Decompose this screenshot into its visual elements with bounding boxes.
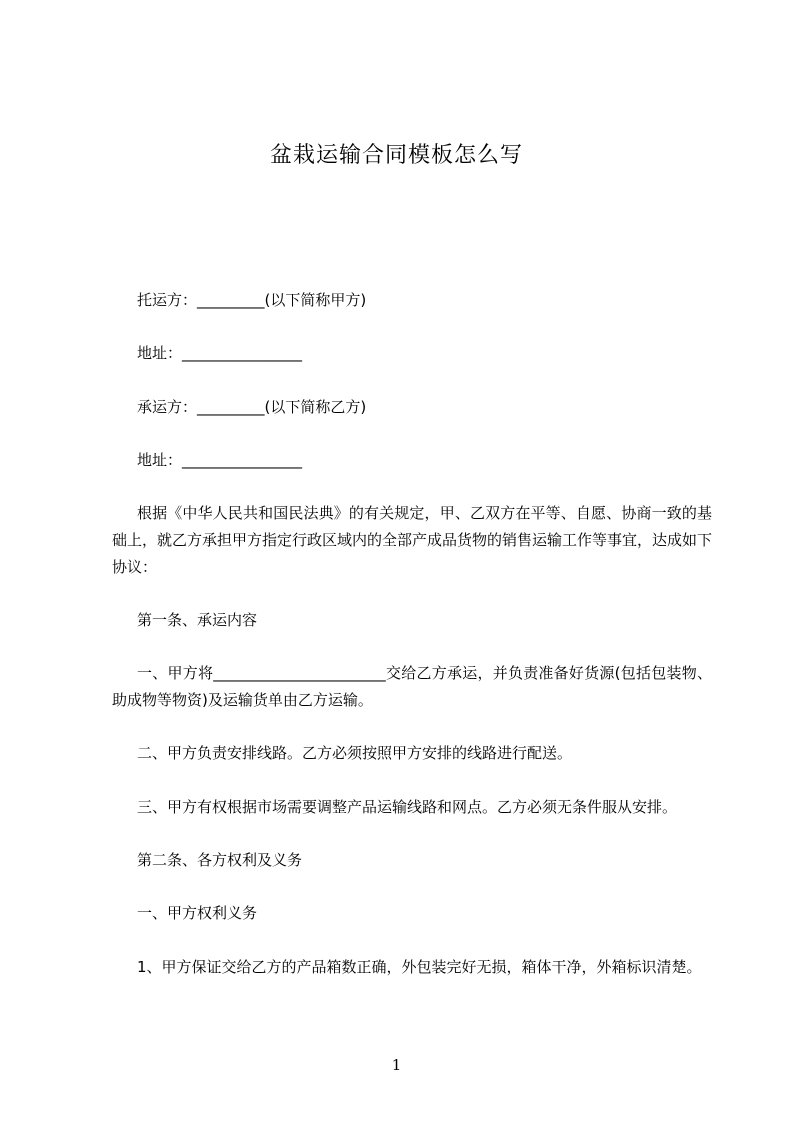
article-2-item-1: 1、甲方保证交给乙方的产品箱数正确，外包装完好无损，箱体干净，外箱标识清楚。 bbox=[137, 958, 702, 976]
article-2-subheading-1: 一、甲方权利义务 bbox=[137, 904, 258, 922]
carrier-address-line: 地址：________________ bbox=[137, 451, 303, 469]
consignor-line: 托运方：_________(以下简称甲方) bbox=[137, 291, 367, 309]
consignor-address-line: 地址：________________ bbox=[137, 344, 303, 362]
article-1-item-1: 一、甲方将_______________________交给乙方承运，并负责准备好货源(包括包装物、助成物等物资)及运输货单由乙方运输。 bbox=[112, 664, 712, 709]
intro-paragraph: 根据《中华人民共和国民法典》的有关规定，甲、乙双方在平等、自愿、协商一致的基础上，就乙方承担甲方指定行政区域内的全部产成品货物的销售运输工作等事宜，达成如下协议： bbox=[112, 504, 713, 576]
document-title: 盆栽运输合同模板怎么写 bbox=[269, 143, 523, 168]
article-1-item-3: 三、甲方有权根据市场需要调整产品运输线路和网点。乙方必须无条件服从安排。 bbox=[137, 798, 678, 816]
article-1-item-2: 二、甲方负责安排线路。乙方必须按照甲方安排的线路进行配送。 bbox=[137, 744, 573, 762]
carrier-line: 承运方：_________(以下简称乙方) bbox=[137, 398, 367, 416]
page-number: 1 bbox=[391, 1056, 402, 1074]
article-1-heading: 第一条、承运内容 bbox=[137, 611, 258, 629]
article-2-heading: 第二条、各方权利及义务 bbox=[137, 851, 303, 869]
